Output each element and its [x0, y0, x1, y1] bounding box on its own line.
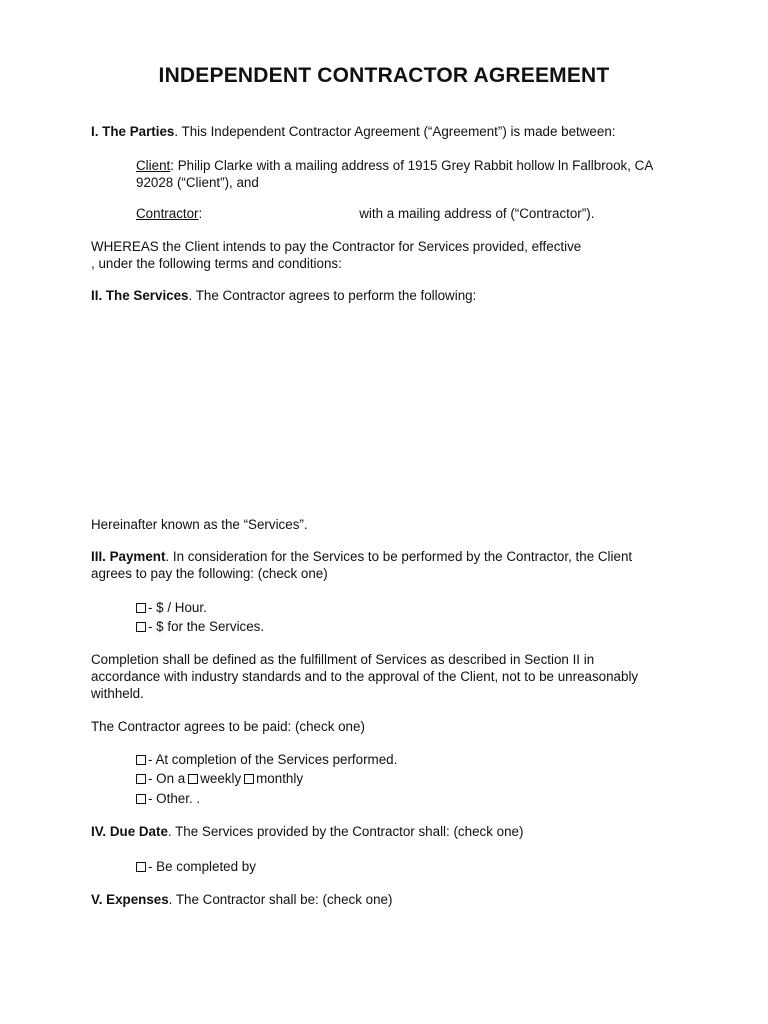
payment-option-flat-label: - $ for the Services. [148, 619, 265, 634]
paid-option-completion [136, 751, 736, 768]
parties-heading: I. The Parties [91, 124, 175, 139]
contractor-label: Contractor [136, 206, 199, 221]
services-text: . The Contractor agrees to perform the following: [188, 288, 477, 303]
checkbox-at-completion[interactable] [136, 755, 146, 765]
completion-line-3: withheld. [91, 686, 144, 701]
checkbox-other[interactable] [136, 794, 146, 804]
due-date-text: . The Services provided by the Contractor shall: (check one) [167, 824, 524, 839]
due-date-option-label: - Be completed by [148, 859, 256, 874]
services-paragraph [91, 287, 691, 304]
payment-option-flat [136, 618, 736, 635]
checkbox-completed-by[interactable] [136, 862, 146, 872]
checkbox-weekly[interactable] [188, 774, 198, 784]
checkbox-hourly[interactable] [136, 603, 146, 613]
client-text-1: : Philip Clarke with a mailing address of 1915 Grey Rabbit hollow ln Fallbrook, CA [170, 158, 654, 173]
parties-paragraph [91, 123, 691, 140]
services-heading: II. The Services [91, 288, 189, 303]
due-date-paragraph [91, 823, 691, 840]
payment-option-hourly-label: - $ / Hour. [148, 600, 207, 615]
checkbox-on-schedule[interactable] [136, 774, 146, 784]
payment-option-hourly [136, 599, 736, 616]
paid-option-completion-label: - At completion of the Services performed. [148, 752, 398, 767]
paid-option-schedule [136, 770, 736, 787]
paid-option-schedule-prefix: - On a [148, 771, 186, 786]
payment-line-2: agrees to pay the following: (check one) [91, 566, 328, 581]
monthly-label: monthly [256, 771, 304, 786]
expenses-text: . The Contractor shall be: (check one) [168, 892, 393, 907]
whereas-line-1: WHEREAS the Client intends to pay the Contractor for Services provided, effective [91, 239, 582, 254]
completion-line-2: accordance with industry standards and to the approval of the Client, not to be unreasonably [91, 669, 639, 684]
checkbox-flat-fee[interactable] [136, 622, 146, 632]
paid-option-other [136, 790, 736, 807]
services-known-as: Hereinafter known as the “Services”. [91, 517, 308, 532]
payment-heading: III. Payment [91, 549, 166, 564]
checkbox-monthly[interactable] [244, 774, 254, 784]
parties-text: . This Independent Contractor Agreement (“Agreement”) is made between: [174, 124, 616, 139]
contractor-colon: : [198, 206, 203, 221]
due-date-option [136, 858, 736, 875]
client-label: Client [136, 158, 171, 173]
completion-line-1: Completion shall be defined as the fulfillment of Services as described in Section II in [91, 652, 595, 667]
payment-text-1: . In consideration for the Services to be performed by the Contractor, the Client [165, 549, 633, 564]
expenses-heading: V. Expenses [91, 892, 169, 907]
due-date-heading: IV. Due Date [91, 824, 168, 839]
contractor-text: with a mailing address of (“Contractor”). [359, 206, 595, 221]
payment-line-1 [91, 548, 691, 565]
document-title: INDEPENDENT CONTRACTOR AGREEMENT [158, 64, 610, 87]
paid-intro: The Contractor agrees to be paid: (check one) [91, 719, 365, 734]
weekly-label: weekly [200, 771, 242, 786]
paid-option-other-label: - Other. . [148, 791, 201, 806]
client-line-1 [136, 157, 736, 174]
whereas-line-2: , under the following terms and conditions: [91, 256, 342, 271]
expenses-paragraph [91, 891, 691, 908]
client-line-2: 92028 (“Client”), and [136, 175, 259, 190]
contractor-line [136, 205, 736, 222]
